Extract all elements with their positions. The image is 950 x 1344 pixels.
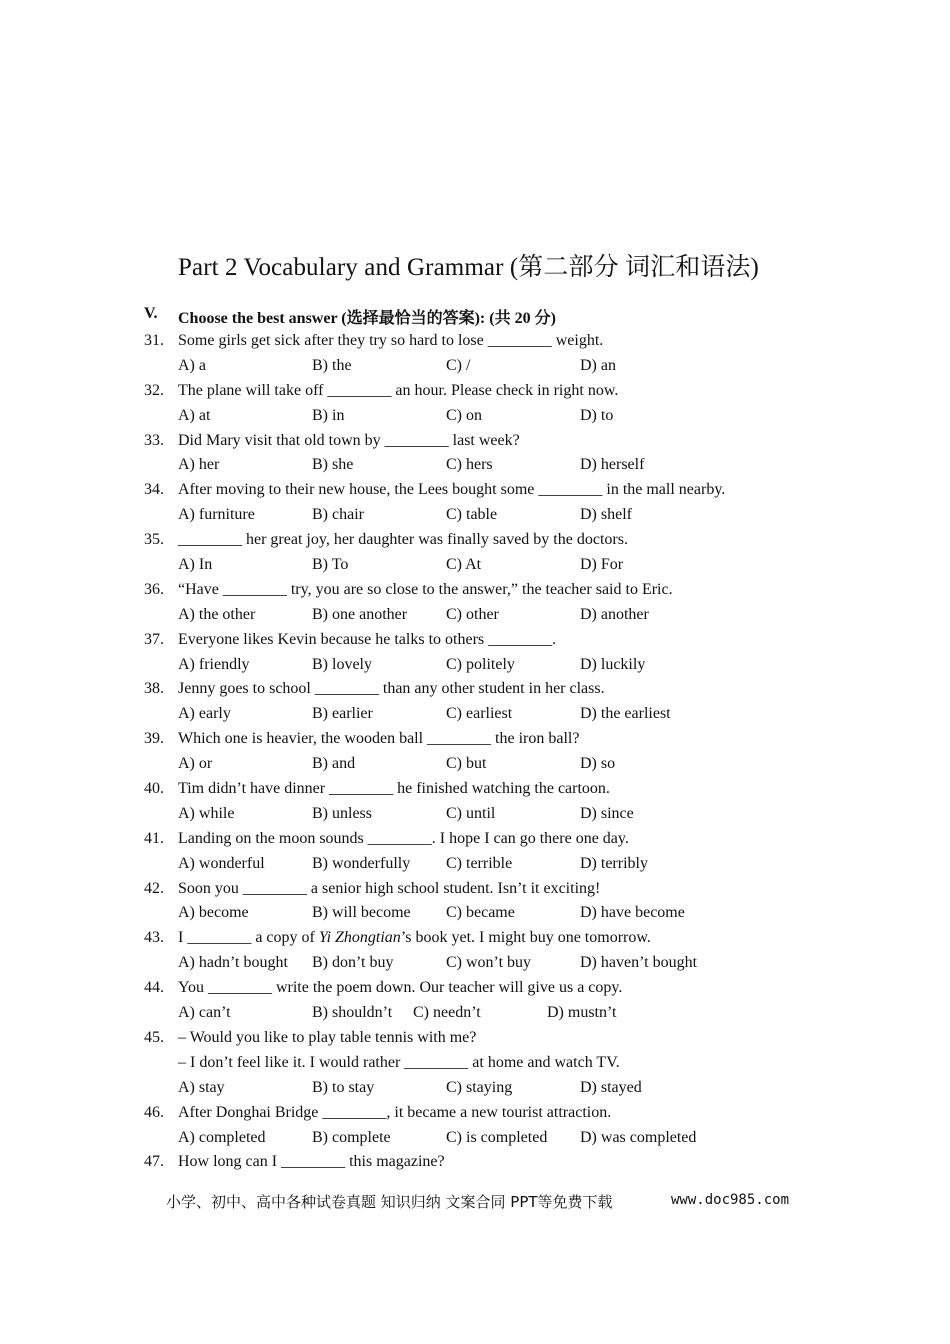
question-stem: The plane will take off ________ an hour. Please check in right now. — [178, 381, 619, 399]
answer-option: A) wonderful — [178, 854, 265, 872]
answer-option: D) was completed — [580, 1128, 697, 1146]
answer-option: A) completed — [178, 1128, 266, 1146]
question-stem-line — [144, 1101, 864, 1126]
footer-url: www.doc985.com — [671, 1192, 790, 1208]
answer-option: A) early — [178, 705, 231, 723]
question-number: 32. — [144, 381, 164, 399]
answer-option: A) hadn’t bought — [178, 954, 288, 972]
options-line — [144, 404, 864, 429]
answer-option: C) needn’t — [413, 1004, 481, 1022]
answer-option: C) politely — [446, 655, 515, 673]
question-number: 33. — [144, 431, 164, 449]
answer-option: D) haven’t bought — [580, 954, 698, 972]
answer-option: B) and — [312, 755, 356, 773]
options-line — [144, 553, 864, 578]
answer-option: C) terrible — [446, 854, 513, 872]
question-stem: After Donghai Bridge ________, it became a new tourist attraction. — [178, 1103, 612, 1121]
question-stem: “Have ________ try, you are so close to the answer,” the teacher said to Eric. — [178, 580, 673, 598]
options-line — [144, 1076, 864, 1101]
question-stem: – Would you like to play table tennis with me? — [178, 1028, 477, 1046]
question-stem-line — [144, 478, 864, 503]
answer-option: D) luckily — [580, 655, 646, 673]
question-stem: Landing on the moon sounds ________. I hope I can go there one day. — [178, 829, 629, 847]
answer-option: B) shouldn’t — [312, 1004, 393, 1022]
answer-option: B) she — [312, 456, 354, 474]
options-line — [144, 951, 864, 976]
question-number: 38. — [144, 680, 164, 698]
answer-option: D) to — [580, 406, 614, 424]
question-number: 47. — [144, 1153, 164, 1171]
question-stem-line — [144, 877, 864, 902]
question-stem: Did Mary visit that old town by ________ last week? — [178, 431, 520, 449]
answer-option: A) can’t — [178, 1004, 231, 1022]
options-line — [144, 901, 864, 926]
question-number: 39. — [144, 730, 164, 748]
answer-option: C) hers — [446, 456, 493, 474]
question-stem-line — [144, 976, 864, 1001]
answer-option: B) unless — [312, 804, 372, 822]
answer-option: B) lovely — [312, 655, 372, 673]
options-line — [144, 852, 864, 877]
answer-option: D) an — [580, 356, 616, 374]
answer-option: B) will become — [312, 904, 411, 922]
page-footer — [166, 1191, 790, 1212]
question-number: 34. — [144, 481, 164, 499]
answer-option: B) complete — [312, 1128, 391, 1146]
answer-option: C) but — [446, 755, 487, 773]
question-number: 40. — [144, 780, 164, 798]
answer-option: B) To — [312, 556, 349, 574]
answer-option: B) in — [312, 406, 345, 424]
question-list — [144, 329, 864, 1175]
question-stem: After moving to their new house, the Lees bought some ________ in the mall nearby. — [178, 481, 726, 499]
answer-option: A) her — [178, 456, 220, 474]
answer-option: D) mustn’t — [547, 1004, 617, 1022]
question-stem: How long can I ________ this magazine? — [178, 1153, 445, 1171]
question-number: 42. — [144, 879, 164, 897]
answer-option: A) while — [178, 804, 235, 822]
section-numeral: V. — [144, 305, 158, 322]
question-stem: You ________ write the poem down. Our teacher will give us a copy. — [178, 979, 623, 997]
question-stem-line — [144, 1150, 864, 1175]
answer-option: C) won’t buy — [446, 954, 532, 972]
answer-option: D) For — [580, 556, 624, 574]
question-stem-continued: – I don’t feel like it. I would rather ________ at home and watch TV. — [178, 1053, 620, 1071]
answer-option: A) furniture — [178, 506, 255, 524]
options-line — [144, 802, 864, 827]
question-stem: Everyone likes Kevin because he talks to others ________. — [178, 630, 557, 648]
question-number: 36. — [144, 580, 164, 598]
question-stem-line-2 — [144, 1051, 864, 1076]
question-stem: Tim didn’t have dinner ________ he finished watching the cartoon. — [178, 780, 610, 798]
question-stem-line — [144, 1026, 864, 1051]
footer-text: 小学、初中、高中各种试卷真题 知识归纳 文案合同 PPT等免费下载 — [166, 1193, 613, 1211]
question-stem-line — [144, 926, 864, 951]
question-number: 44. — [144, 979, 164, 997]
question-stem-line — [144, 329, 864, 354]
answer-option: A) In — [178, 556, 213, 574]
answer-option: D) so — [580, 755, 616, 773]
question-stem: Some girls get sick after they try so hard to lose ________ weight. — [178, 332, 604, 349]
question-number: 43. — [144, 929, 164, 947]
question-stem-line — [144, 578, 864, 603]
question-stem-line — [144, 528, 864, 553]
answer-option: C) staying — [446, 1078, 513, 1096]
question-number: 35. — [144, 531, 164, 549]
answer-option: B) don’t buy — [312, 954, 394, 972]
section-instruction: Choose the best answer (选择最恰当的答案): (共 20 分) — [178, 310, 556, 327]
question-stem-line — [144, 379, 864, 404]
answer-option: D) another — [580, 605, 649, 623]
answer-option: D) stayed — [580, 1078, 642, 1096]
question-stem-line — [144, 628, 864, 653]
question-number: 46. — [144, 1103, 164, 1121]
answer-option: D) the earliest — [580, 705, 671, 723]
question-stem-line — [144, 429, 864, 454]
answer-option: D) have become — [580, 904, 685, 922]
answer-option: A) or — [178, 755, 213, 773]
question-stem-line — [144, 827, 864, 852]
answer-option: C) At — [446, 556, 482, 574]
question-stem: ________ her great joy, her daughter was finally saved by the doctors. — [178, 531, 628, 549]
answer-option: D) herself — [580, 456, 645, 474]
answer-option: A) stay — [178, 1078, 225, 1096]
answer-option: C) earliest — [446, 705, 513, 723]
answer-option: A) friendly — [178, 655, 250, 673]
part-title: Part 2 Vocabulary and Grammar (第二部分 词汇和语法) — [178, 254, 759, 281]
answer-option: D) shelf — [580, 506, 632, 524]
answer-option: A) become — [178, 904, 249, 922]
options-line — [144, 752, 864, 777]
question-number: 41. — [144, 829, 164, 847]
options-line — [144, 453, 864, 478]
question-stem-line — [144, 727, 864, 752]
answer-option: C) became — [446, 904, 515, 922]
answer-option: B) the — [312, 356, 352, 374]
answer-option: B) earlier — [312, 705, 373, 723]
answer-option: B) to stay — [312, 1078, 375, 1096]
book-title: Yi Zhongtian — [318, 929, 401, 947]
answer-option: C) table — [446, 506, 498, 524]
answer-option: B) one another — [312, 605, 408, 623]
options-line — [144, 603, 864, 628]
answer-option: A) a — [178, 356, 206, 374]
question-number: 45. — [144, 1028, 164, 1046]
options-line — [144, 653, 864, 678]
options-line — [144, 1126, 864, 1151]
question-stem: Which one is heavier, the wooden ball ________ the iron ball? — [178, 730, 580, 748]
answer-option: A) at — [178, 406, 211, 424]
answer-option: C) / — [446, 356, 471, 374]
question-stem: I ________ a copy of Yi Zhongtian’s book yet. I might buy one tomorrow. — [178, 929, 651, 947]
options-line — [144, 1001, 864, 1026]
answer-option: B) wonderfully — [312, 854, 411, 872]
question-number: 37. — [144, 630, 164, 648]
answer-option: D) terribly — [580, 854, 648, 872]
question-stem: Soon you ________ a senior high school student. Isn’t it exciting! — [178, 879, 601, 897]
question-stem-line — [144, 777, 864, 802]
question-number: 31. — [144, 332, 164, 349]
answer-option: C) other — [446, 605, 499, 623]
answer-option: D) since — [580, 804, 634, 822]
options-line — [144, 503, 864, 528]
answer-option: C) on — [446, 406, 482, 424]
options-line — [144, 354, 864, 379]
question-stem: Jenny goes to school ________ than any other student in her class. — [178, 680, 605, 698]
answer-option: C) until — [446, 804, 496, 822]
answer-option: B) chair — [312, 506, 364, 524]
question-stem-line — [144, 677, 864, 702]
answer-option: C) is completed — [446, 1128, 548, 1146]
options-line — [144, 702, 864, 727]
answer-option: A) the other — [178, 605, 256, 623]
